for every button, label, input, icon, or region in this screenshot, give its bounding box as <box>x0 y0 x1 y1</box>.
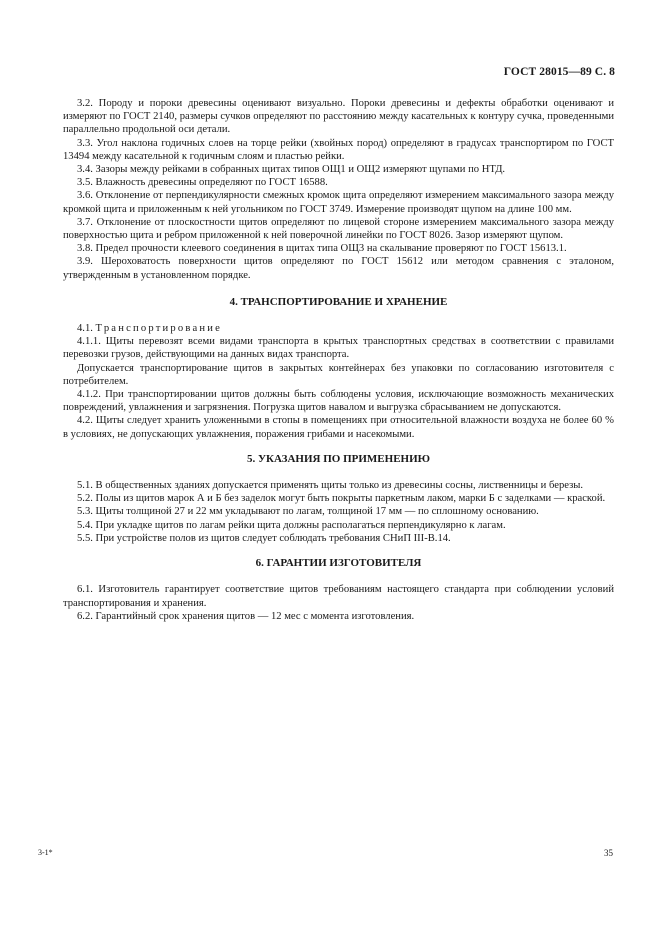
paragraph-3-6: 3.6. Отклонение от перпендикулярности смежных кромок щита определяют измерением максимального зазора между кромкой щита и приложенным к ней угольником по ГОСТ 3749. Измерение производят щупом на длине 100 мм. <box>63 190 614 215</box>
paragraph-3-9: 3.9. Шероховатость поверхности щитов определяют по ГОСТ 15612 или методом сравнения с эталоном, утвержденным в установленном порядке. <box>63 256 614 281</box>
page-number: 35 <box>604 848 613 858</box>
footer-signature-mark: 3-1* <box>38 848 53 857</box>
section-4-title: 4. ТРАНСПОРТИРОВАНИЕ И ХРАНЕНИЕ <box>229 295 448 308</box>
paragraph-6-1: 6.1. Изготовитель гарантирует соответствие щитов требованиям настоящего стандарта при соблюдении условий транспортирования и хранения. <box>63 584 614 609</box>
document-body <box>63 97 614 623</box>
paragraph-4-1-1: 4.1.1. Щиты перевозят всеми видами транспорта в крытых транспортных средствах в соответствии с правилами перевозки грузов, действующими на данных видах транспорта. <box>63 336 614 361</box>
section-5-title: 5. УКАЗАНИЯ ПО ПРИМЕНЕНИЮ <box>246 452 431 465</box>
subsection-4-1-heading <box>63 322 614 335</box>
subsection-4-1-number: 4.1. <box>77 323 93 335</box>
paragraph-3-2: 3.2. Породу и пороки древесины оценивают визуально. Пороки древесины и дефекты обработки оценивают и измеряют по ГОСТ 2140, размеры сучков определяют по расстоянию между касательных к контуру сучка, проведенными параллельно продольной оси детали. <box>63 98 614 136</box>
subsection-4-1-title: Транспортирование <box>95 323 223 335</box>
section-6-title: 6. ГАРАНТИИ ИЗГОТОВИТЕЛЯ <box>255 557 422 570</box>
paragraph-5-2: 5.2. Полы из щитов марок А и Б без заделок могут быть покрыты паркетным лаком, марки Б с заделками — краской. <box>77 493 606 505</box>
paragraph-3-4: 3.4. Зазоры между рейками в собранных щитах типов ОЩ1 и ОЩ2 измеряют щупами по НТД. <box>77 164 506 176</box>
page-header: ГОСТ 28015—89 С. 8 <box>503 66 615 78</box>
paragraph-3-7: 3.7. Отклонение от плоскостности щитов определяют по лицевой стороне измерением максимального зазора между поверхностью щита и ребром приложенной к ней поверочной линейки по ГОСТ 8026. Зазор измеряют щупом. <box>63 216 614 242</box>
paragraph-5-5: 5.5. При устройстве полов из щитов следует соблюдать требования СНиП III-В.14. <box>77 532 451 544</box>
paragraph-5-4: 5.4. При укладке щитов по лагам рейки щита должны располагаться перпендикулярно к лагам. <box>77 519 506 531</box>
paragraph-5-1: 5.1. В общественных зданиях допускается применять щиты только из древесины сосны, лиственницы и березы. <box>77 480 584 492</box>
paragraph-4-1-2: 4.1.2. При транспортировании щитов должны быть соблюдены условия, исключающие возможность механических повреждений, увлажнения и загрязнения. Погрузка щитов навалом и выгрузка сбрасыванием не допускаются. <box>63 389 614 414</box>
paragraph-3-3: 3.3. Угол наклона годичных слоев на торце рейки (хвойных пород) определяют в градусах транспортиром по ГОСТ 13494 между касательной к годичным слоям и пластью рейки. <box>63 137 614 162</box>
paragraph-3-8: 3.8. Предел прочности клеевого соединения в щитах типа ОЩ3 на скалывание проверяют по ГОСТ 15613.1. <box>77 243 567 255</box>
paragraph-4-1-1-note: Допускается транспортирование щитов в закрытых контейнерах без упаковки по согласованию изготовителя с потребителем. <box>63 362 614 387</box>
paragraph-4-2: 4.2. Щиты следует хранить уложенными в стопы в помещениях при относительной влажности воздуха не более 60 % в условиях, не допускающих увлажнения, поражения грибами и насекомыми. <box>63 415 614 440</box>
paragraph-6-2: 6.2. Гарантийный срок хранения щитов — 12 мес с момента изготовления. <box>77 610 415 622</box>
paragraph-5-3: 5.3. Щиты толщиной 27 и 22 мм укладывают по лагам, толщиной 17 мм — по сплошному основанию. <box>77 506 539 518</box>
paragraph-3-5: 3.5. Влажность древесины определяют по ГОСТ 16588. <box>77 177 328 189</box>
